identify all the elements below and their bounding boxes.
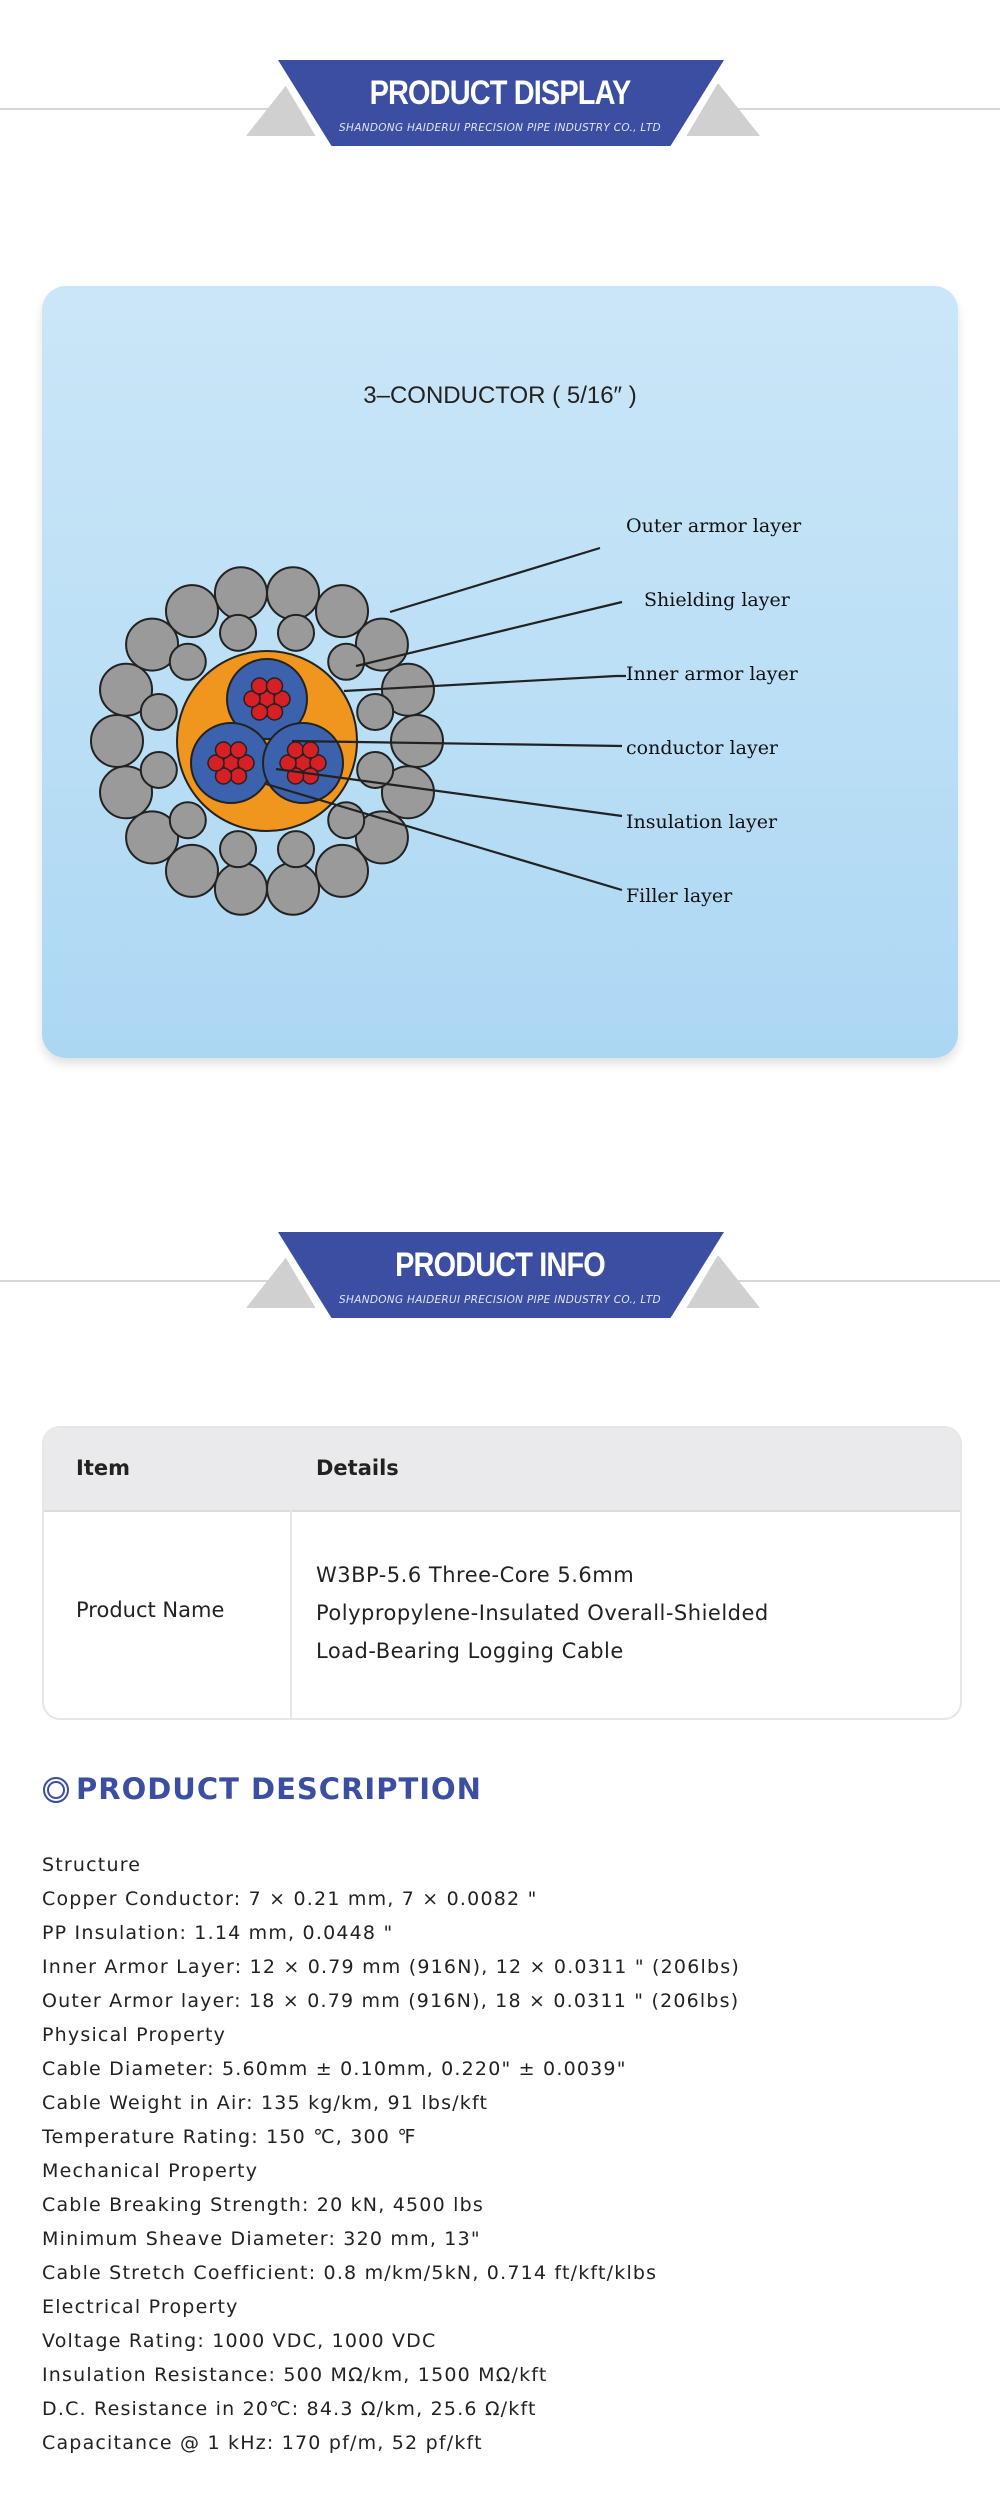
inner-armor-wire [220,615,256,651]
outer-armor-wire [215,863,267,915]
conductor-strand [303,742,319,758]
description-line: PP Insulation: 1.14 mm, 0.0448 " [42,1922,394,1944]
product-info-table [42,1426,962,1720]
description-line: Insulation Resistance: 500 MΩ/km, 1500 MΩ/kft [42,2364,548,2386]
inner-armor-wire [141,752,177,788]
description-line: Structure [42,1854,142,1876]
conductor-strand [231,742,247,758]
description-line: Inner Armor Layer: 12 × 0.79 mm (916N), 12 × 0.0311 " (206lbs) [42,1956,740,1978]
details-line: W3BP-5.6 Three-Core 5.6mm [316,1563,635,1587]
column-header-details: Details [316,1456,399,1480]
conductor-strand [267,678,283,694]
conductor-strand [267,704,283,720]
diagram-title: 3–CONDUCTOR ( 5/16″ ) [363,382,637,409]
description-line: Minimum Sheave Diameter: 320 mm, 13" [42,2228,481,2250]
cell-product-name-label: Product Name [76,1598,225,1622]
diagram-layer-label: Outer armor layer [626,515,802,537]
description-line: Outer Armor layer: 18 × 0.79 mm (916N), 18 × 0.0311 " (206lbs) [42,1990,740,2012]
details-line: Load-Bearing Logging Cable [316,1639,624,1663]
inner-armor-wire [220,831,256,867]
description-line: Cable Stretch Coefficient: 0.8 m/km/5kN, 0.714 ft/kft/klbs [42,2262,658,2284]
section-heading-text: PRODUCT DESCRIPTION [76,1772,482,1806]
description-line: Cable Weight in Air: 135 kg/km, 91 lbs/kft [42,2092,489,2114]
outer-armor-wire [267,567,319,619]
product-info-banner [0,1228,1000,1348]
outer-armor-wire [215,567,267,619]
diagram-layer-label: Shielding layer [644,589,790,611]
diagram-layer-label: Filler layer [626,885,733,907]
inner-armor-wire [278,831,314,867]
diagram-layer-label: Insulation layer [626,811,778,833]
description-line: Mechanical Property [42,2160,259,2182]
conductor-strand [252,678,268,694]
outer-armor-wire [267,863,319,915]
outer-armor-wire [166,585,218,637]
inner-armor-wire [328,644,364,680]
description-line: Capacitance @ 1 kHz: 170 pf/m, 52 pf/kft [42,2432,483,2454]
banner-subtitle: SHANDONG HAIDERUI PRECISION PIPE INDUSTRY CO., LTD [339,1294,661,1306]
product-display-banner [0,56,1000,176]
column-header-item: Item [76,1456,130,1480]
conductor-strand [231,768,247,784]
inner-armor-wire [170,802,206,838]
description-line: Voltage Rating: 1000 VDC, 1000 VDC [42,2330,437,2352]
description-line: D.C. Resistance in 20℃: 84.3 Ω/km, 25.6 Ω/kft [42,2398,537,2420]
conductor-strand [216,742,232,758]
column-divider [290,1510,292,1718]
conductor-strand [288,742,304,758]
banner-subtitle: SHANDONG HAIDERUI PRECISION PIPE INDUSTRY CO., LTD [339,122,661,134]
cable-cross-section-diagram [42,286,958,1058]
cell-product-name-value [316,1556,916,1670]
description-line: Copper Conductor: 7 × 0.21 mm, 7 × 0.0082 " [42,1888,538,1910]
double-circle-icon [42,1776,70,1804]
cable-diagram-card [42,286,958,1058]
description-line: Electrical Property [42,2296,239,2318]
conductor-strand [303,768,319,784]
inner-armor-wire [278,615,314,651]
table-header [44,1428,960,1512]
description-line: Temperature Rating: 150 ℃, 300 ℉ [42,2126,417,2148]
outer-armor-wire [391,715,443,767]
description-list [42,1848,740,2460]
description-line: Physical Property [42,2024,227,2046]
leader-line [390,548,600,612]
diagram-layer-label: conductor layer [626,737,779,759]
description-line: Cable Diameter: 5.60mm ± 0.10mm, 0.220" ± 0.0039" [42,2058,627,2080]
outer-armor-wire [91,715,143,767]
inner-armor-wire [141,694,177,730]
inner-armor-wire [357,694,393,730]
inner-armor-wire [170,644,206,680]
banner-title: PRODUCT INFO [395,1246,605,1284]
diagram-layer-label: Inner armor layer [626,663,798,685]
details-line: Polypropylene-Insulated Overall-Shielded [316,1601,769,1625]
outer-armor-wire [316,845,368,897]
banner-title: PRODUCT DISPLAY [369,74,631,112]
description-line: Cable Breaking Strength: 20 kN, 4500 lbs [42,2194,484,2216]
